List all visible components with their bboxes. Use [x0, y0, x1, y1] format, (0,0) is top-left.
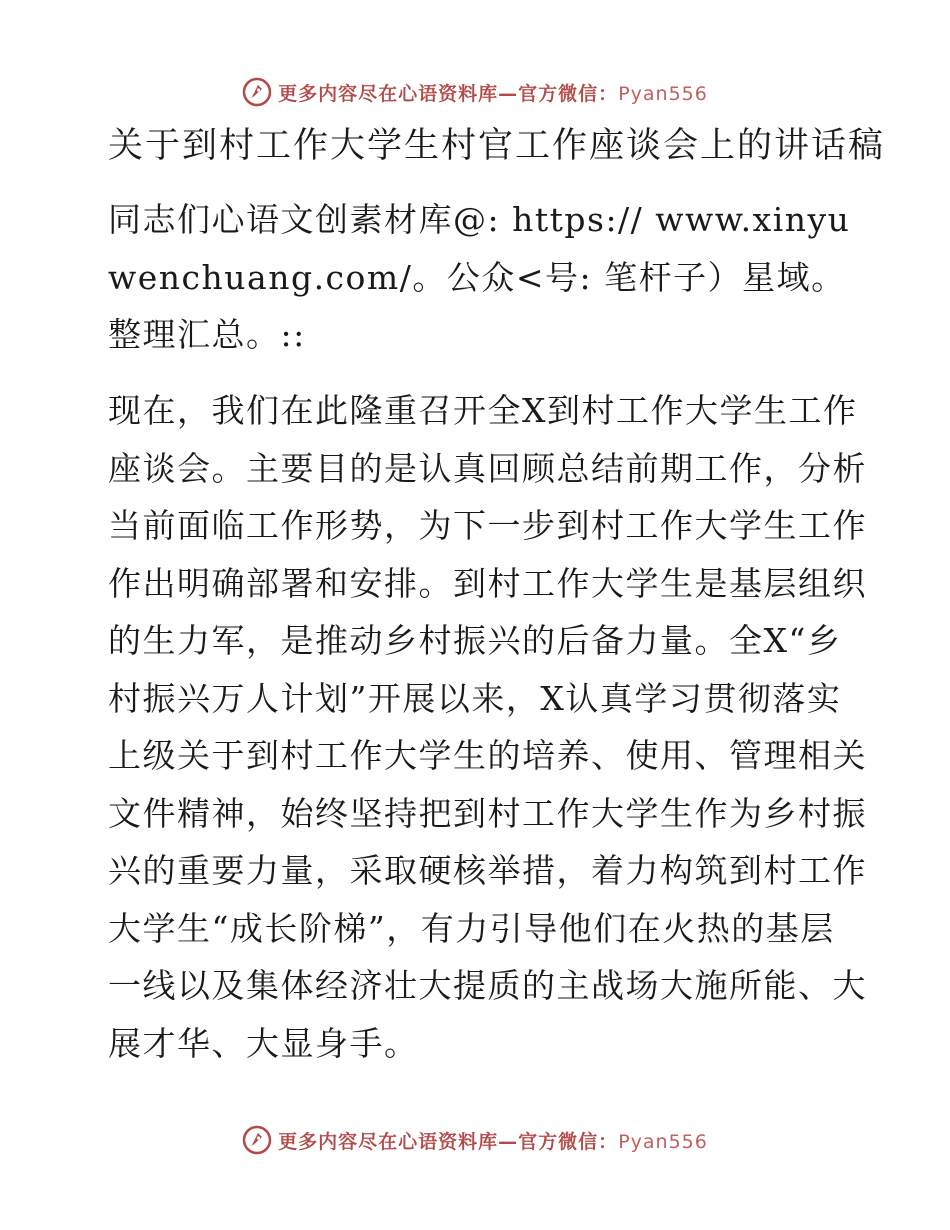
document-title: 关于到村工作大学生村官工作座谈会上的讲话稿: [108, 126, 886, 166]
watermark-account: Pyan556: [618, 82, 708, 105]
watermark-wechat-label: 官方微信：: [518, 82, 619, 105]
paragraph-source-note: 同志们心语文创素材库@: https:// www.xinyuwenchuang.com/。公众<号: 笔杆子）星域。整理汇总。::: [108, 200, 851, 354]
pen-nib-icon: [242, 77, 272, 107]
watermark-wechat-label: 官方微信：: [518, 1130, 619, 1153]
watermark-separator: —: [498, 82, 519, 105]
watermark-main-text: 更多内容尽在心语资料库: [278, 82, 499, 105]
watermark-account: Pyan556: [618, 1130, 708, 1153]
watermark-text: [278, 79, 708, 106]
watermark-text: [278, 1127, 708, 1154]
watermark-banner-top: [0, 72, 950, 112]
paragraph-body: 现在，我们在此隆重召开全X到村工作大学生工作座谈会。主要目的是认真回顾总结前期工作，分析当前面临工作形势，为下一步到村工作大学生工作作出明确部署和安排。到村工作大学生是基层组织的生力军，是推动乡村振兴的后备力量。全X“乡村振兴万人计划”开展以来，X认真学习贯彻落实上级关于到村工作大学生的培养、使用、管理相关文件精神，始终坚持把到村工作大学生作为乡村振兴的重要力量，采取硬核举措，着力构筑到村工作大学生“成长阶梯”，有力引导他们在火热的基层一线以及集体经济壮大提质的主战场大施所能、大展才华、大显身手。: [108, 391, 867, 1063]
pen-nib-icon: [242, 1125, 272, 1155]
watermark-main-text: 更多内容尽在心语资料库: [278, 1130, 499, 1153]
watermark-separator: —: [498, 1130, 519, 1153]
watermark-banner-bottom: [0, 1120, 950, 1160]
